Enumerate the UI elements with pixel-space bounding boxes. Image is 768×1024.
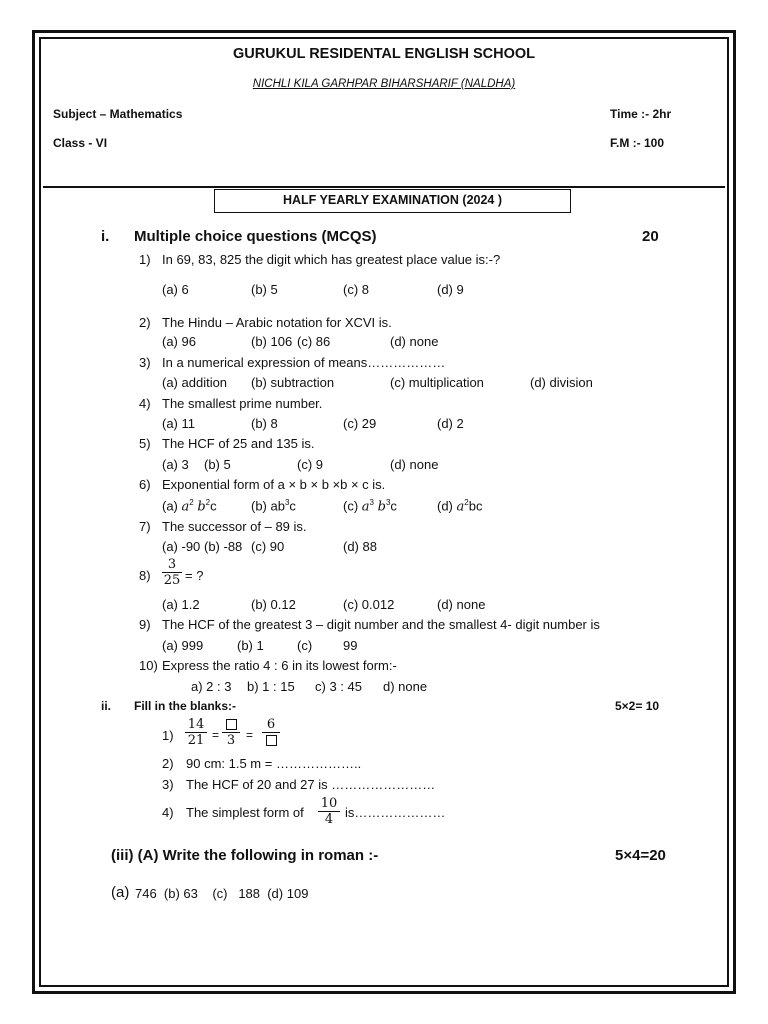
section-2-title: Fill in the blanks:- — [134, 699, 237, 713]
q6-b-exp: 3 — [284, 498, 290, 507]
q6-d-var-a: a — [456, 499, 465, 515]
q6-option-b — [251, 498, 296, 513]
fill-2-number: 2) — [162, 756, 174, 771]
q9-option-d: 99 — [343, 638, 358, 653]
q6-text: Exponential form of a × b × b ×b × c is. — [162, 477, 386, 492]
fill-4-denominator: 4 — [324, 812, 334, 827]
exam-title: HALF YEARLY EXAMINATION (2024 ) — [214, 189, 571, 213]
q6-a-var-a: a — [181, 499, 190, 515]
q2-option-c: (c) 86 — [297, 334, 331, 349]
q6-b-var-b: b — [277, 498, 285, 514]
q4-option-c: (c) 29 — [343, 416, 377, 431]
q8-number: 8) — [139, 568, 151, 583]
fill-1-equals-2: = — [246, 728, 254, 742]
fill-1-fraction-2 — [222, 717, 240, 748]
q1-number: 1) — [139, 252, 151, 267]
fill-1-number: 1) — [162, 728, 174, 743]
q4-option-a: (a) 11 — [162, 416, 195, 431]
q10-option-a: a) 2 : 3 — [191, 679, 232, 694]
header-divider — [43, 186, 725, 188]
q6-option-a — [162, 498, 217, 514]
q3-text: In a numerical expression of means……………… — [162, 355, 446, 370]
q7-option-b: (b) -88 — [204, 539, 243, 554]
q6-a-exp-b: 2 — [205, 498, 211, 507]
section-1-marks: 20 — [642, 228, 659, 245]
q6-c-var-a: a — [361, 499, 370, 515]
q9-option-c: (c) — [297, 638, 313, 653]
fill-1-denominator-1: 21 — [187, 733, 205, 748]
q8-fraction — [162, 557, 182, 588]
q7-text: The successor of – 89 is. — [162, 519, 307, 534]
blank-box-icon — [266, 735, 277, 746]
q1-option-d: (d) 9 — [437, 282, 464, 297]
q5-option-c: (c) 9 — [297, 457, 323, 472]
fill-4-fraction — [318, 796, 340, 827]
section-1-number: i. — [101, 228, 110, 245]
school-name: GURUKUL RESIDENTAL ENGLISH SCHOOL — [232, 46, 536, 62]
q5-number: 5) — [139, 436, 151, 451]
q7-option-a: (a) -90 — [162, 539, 201, 554]
section-3-items: 746 (b) 63 (c) 188 (d) 109 — [135, 886, 309, 901]
q6-d-exp: 2 — [464, 498, 469, 507]
q6-option-c — [343, 498, 397, 514]
fill-4-number: 4) — [162, 805, 174, 820]
q5-option-b: (b) 5 — [204, 457, 231, 472]
fill-1-numerator-1: 14 — [187, 717, 205, 732]
q8-denominator: 25 — [163, 573, 181, 588]
fill-1-denominator-2: 3 — [226, 733, 236, 748]
fill-1-blank-denominator — [262, 733, 280, 748]
q10-option-b: b) 1 : 15 — [247, 679, 295, 694]
q2-option-a: (a) 96 — [162, 334, 196, 349]
q6-c-prefix: (c) — [343, 498, 362, 514]
q5-option-a: (a) 3 — [162, 457, 189, 472]
q6-a-prefix: (a) — [162, 498, 182, 514]
q8-option-c: (c) 0.012 — [343, 597, 395, 612]
fill-2-text: 90 cm: 1.5 m = ……………….. — [186, 756, 362, 771]
section-3-title: (iii) (A) Write the following in roman :- — [111, 847, 379, 864]
fill-4-numerator: 10 — [320, 796, 338, 811]
q9-text: The HCF of the greatest 3 – digit number and the smallest 4- digit number is — [162, 617, 600, 632]
fill-4-tail: is………………… — [345, 805, 446, 820]
q8-text: = ? — [185, 568, 204, 583]
q5-option-d: (d) none — [390, 457, 439, 472]
q7-number: 7) — [139, 519, 151, 534]
q10-number: 10) — [139, 658, 158, 673]
q4-number: 4) — [139, 396, 151, 411]
q2-option-d: (d) none — [390, 334, 439, 349]
q6-option-d — [437, 498, 482, 514]
q6-d-prefix: (d) — [437, 498, 457, 514]
q9-option-b: (b) 1 — [237, 638, 264, 653]
q1-option-c: (c) 8 — [343, 282, 369, 297]
q8-option-d: (d) none — [437, 597, 486, 612]
q1-option-a: (a) 6 — [162, 282, 189, 297]
q4-text: The smallest prime number. — [162, 396, 323, 411]
q6-c-var-c: c — [390, 498, 397, 514]
q1-option-b: (b) 5 — [251, 282, 278, 297]
q2-number: 2) — [139, 315, 151, 330]
q4-option-b: (b) 8 — [251, 416, 278, 431]
q5-text: The HCF of 25 and 135 is. — [162, 436, 315, 451]
q3-number: 3) — [139, 355, 151, 370]
section-1-title: Multiple choice questions (MCQS) — [134, 228, 377, 245]
q6-c-exp-a: 3 — [369, 498, 374, 507]
q10-text: Express the ratio 4 : 6 in its lowest form:- — [162, 658, 397, 673]
q6-d-bc: bc — [468, 498, 483, 514]
fill-1-blank-numerator — [222, 717, 240, 732]
section-2-marks: 5×2= 10 — [615, 699, 660, 713]
q7-option-d: (d) 88 — [343, 539, 377, 554]
fill-3-number: 3) — [162, 777, 174, 792]
q2-option-b: (b) 106 — [251, 334, 293, 349]
fill-3-text: The HCF of 20 and 27 is …………………… — [186, 777, 436, 792]
q3-option-d: (d) division — [530, 375, 593, 390]
q9-number: 9) — [139, 617, 151, 632]
section-3-marks: 5×4=20 — [615, 847, 666, 864]
fill-4-text: The simplest form of — [186, 805, 304, 820]
q3-option-a: (a) addition — [162, 375, 228, 390]
section-2-number: ii. — [101, 699, 112, 713]
q8-numerator: 3 — [167, 557, 177, 572]
fill-1-equals-1: = — [212, 728, 220, 742]
q8-option-a: (a) 1.2 — [162, 597, 200, 612]
section-3-a-label: (a) — [111, 884, 130, 901]
subject-label: Subject – Mathematics — [53, 107, 183, 121]
class-label: Class - VI — [53, 136, 108, 150]
q4-option-d: (d) 2 — [437, 416, 464, 431]
fill-1-numerator-3: 6 — [266, 717, 276, 732]
q6-b-prefix: (b) a — [251, 498, 278, 514]
q7-option-c: (c) 90 — [251, 539, 285, 554]
q6-c-exp-b: 3 — [385, 498, 391, 507]
q10-option-d: d) none — [383, 679, 428, 694]
q8-option-b: (b) 0.12 — [251, 597, 296, 612]
q6-number: 6) — [139, 477, 151, 492]
q6-a-var-b: b — [197, 499, 206, 515]
fill-1-fraction-1 — [185, 717, 207, 748]
q6-a-exp-a: 2 — [189, 498, 194, 507]
q3-option-c: (c) multiplication — [390, 375, 484, 390]
q1-text: In 69, 83, 825 the digit which has greatest place value is:-? — [162, 252, 501, 267]
blank-box-icon — [226, 719, 237, 730]
full-marks-label: F.M :- 100 — [610, 136, 665, 150]
q2-text: The Hindu – Arabic notation for XCVI is. — [162, 315, 392, 330]
q9-option-a: (a) 999 — [162, 638, 204, 653]
q6-c-var-b: b — [377, 499, 386, 515]
fill-1-fraction-3 — [262, 717, 280, 748]
school-address: NICHLI KILA GARHPAR BIHARSHARIF (NALDHA) — [252, 78, 516, 90]
q6-a-var-c: c — [210, 498, 217, 514]
q10-option-c: c) 3 : 45 — [315, 679, 362, 694]
q3-option-b: (b) subtraction — [251, 375, 335, 390]
time-label: Time :- 2hr — [610, 107, 672, 121]
q6-b-var-c: c — [289, 498, 296, 514]
